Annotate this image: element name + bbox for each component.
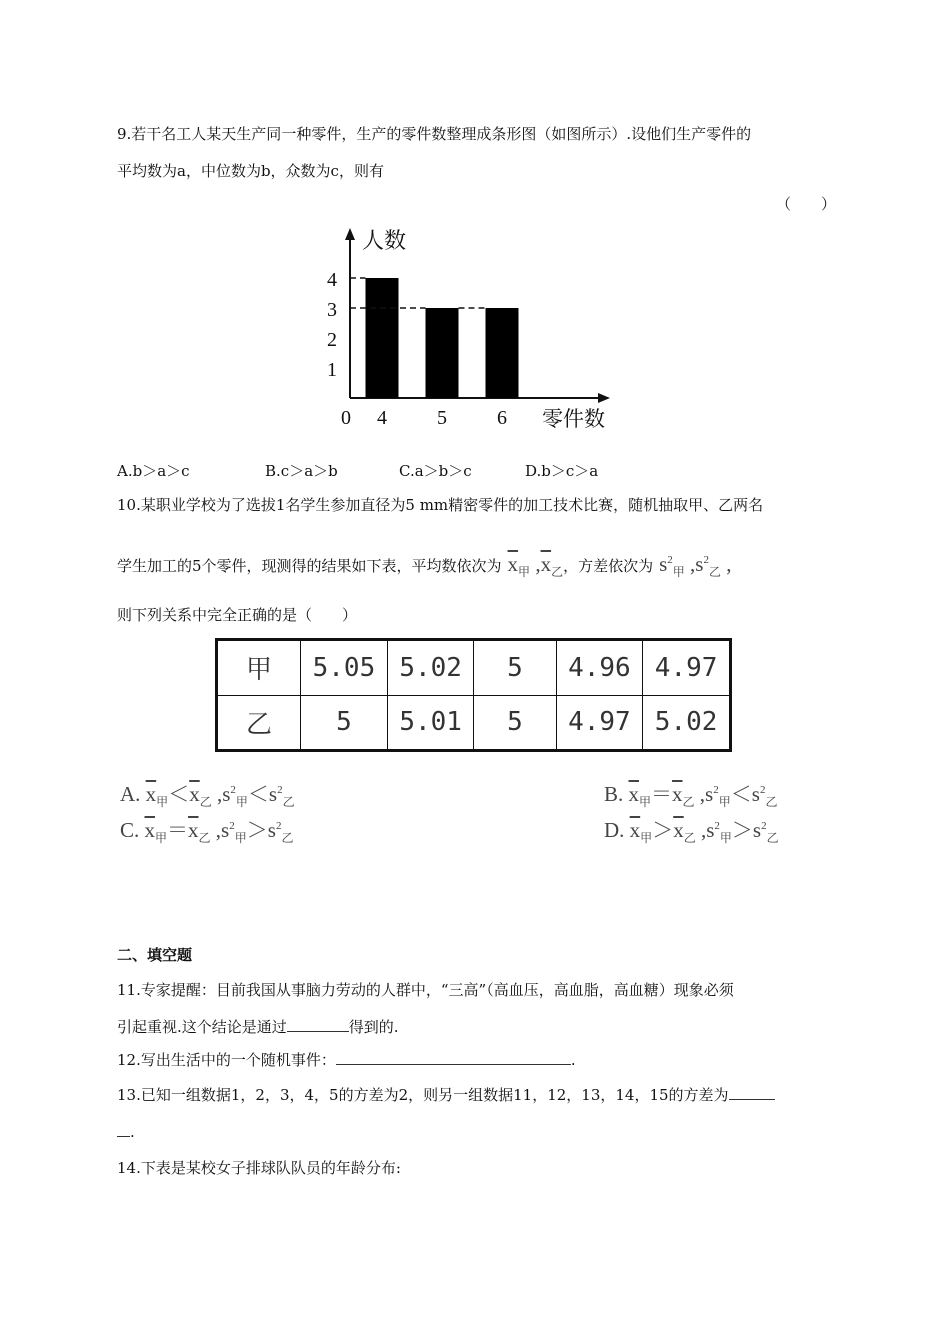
sub-yi: 乙 xyxy=(281,831,294,846)
comma: , xyxy=(210,818,222,842)
x-axis-arrow xyxy=(598,393,610,403)
q13-end: . xyxy=(130,1123,135,1141)
x-axis-title: 零件数 xyxy=(542,407,605,431)
x-tick-label: 4 xyxy=(377,407,387,429)
q10-line1: 10.某职业学校为了选拔1名学生参加直径为5 mm精密零件的加工技术比赛，随机抽取甲、乙两名 xyxy=(117,496,764,514)
y-tick-label: 4 xyxy=(327,269,337,291)
q12-line xyxy=(117,1049,576,1070)
q10-line2 xyxy=(117,552,732,580)
sub-jia: 甲 xyxy=(718,795,731,810)
q14-line: 14.下表是某校女子排球队队员的年龄分布: xyxy=(117,1159,401,1177)
xbar: $\overline{x}$ xyxy=(673,818,684,842)
q10-option-c[interactable] xyxy=(120,814,293,846)
table-cell: 4.96 xyxy=(556,640,643,696)
xbar: $\overline{x}$ xyxy=(144,818,156,842)
table-cell: 4.97 xyxy=(643,640,731,696)
sub-yi: 乙 xyxy=(765,795,778,810)
comma: , xyxy=(721,552,732,576)
q13-blank[interactable] xyxy=(729,1099,775,1100)
q10-option-b[interactable] xyxy=(604,778,777,810)
q10-line3: 则下列关系中完全正确的是（ ） xyxy=(117,606,358,624)
q9-option-d[interactable]: D.b＞c＞a xyxy=(525,462,599,480)
op: ＜ xyxy=(730,782,752,806)
xbar: $\overline{x}$ xyxy=(188,818,199,842)
sup-2: 2 xyxy=(703,554,709,566)
q10-line2-text-a: 学生加工的5个零件，现测得的结果如下表，平均数依次为 xyxy=(117,557,502,575)
section-heading: 二、填空题 xyxy=(117,946,193,964)
sub-yi: 乙 xyxy=(683,831,696,846)
table-cell: 5.05 xyxy=(301,640,388,696)
table-row xyxy=(217,695,731,751)
q13-line xyxy=(117,1084,775,1105)
q9-option-a[interactable]: A.b＞a＞c xyxy=(117,462,190,480)
s-symbol: s xyxy=(695,552,704,576)
origin-label: 0 xyxy=(341,407,351,429)
sup-2: 2 xyxy=(277,784,283,796)
q10-option-d[interactable] xyxy=(604,814,779,846)
sub-jia: 甲 xyxy=(155,831,168,846)
option-label: B. xyxy=(604,782,624,806)
table-cell: 乙 xyxy=(217,695,301,751)
sup-2: 2 xyxy=(759,784,766,796)
q9-line2: 平均数为a，中位数为b，众数为c，则有 xyxy=(117,162,384,180)
q9-option-c[interactable]: C.a＞b＞c xyxy=(399,462,472,480)
s-symbol: s xyxy=(221,818,230,842)
q11-line1: 11.专家提醒：目前我国从事脑力劳动的人群中，“三高”（高血压，高血脂，高血糖）现象必须 xyxy=(117,981,734,999)
q10-data-table xyxy=(215,638,732,752)
xbar: $\overline{x}$ xyxy=(628,782,640,806)
sub-jia: 甲 xyxy=(518,565,531,580)
s-symbol: s xyxy=(705,782,714,806)
sup-2: 2 xyxy=(761,820,767,832)
sub-jia: 甲 xyxy=(156,795,169,810)
q13-blank-cont[interactable] xyxy=(117,1136,130,1137)
sub-jia: 甲 xyxy=(672,565,685,580)
op: ＜ xyxy=(168,782,190,806)
op: ＞ xyxy=(652,818,674,842)
q10-option-a[interactable] xyxy=(120,778,295,810)
table-cell: 5 xyxy=(474,640,556,696)
sup-2: 2 xyxy=(714,820,720,832)
s-symbol: s xyxy=(752,818,762,842)
sub-yi: 乙 xyxy=(199,795,212,810)
table-cell: 5 xyxy=(474,695,556,751)
comma: , xyxy=(684,552,696,576)
table-cell: 5.02 xyxy=(387,640,474,696)
sub-yi: 乙 xyxy=(198,831,211,846)
xbar: $\overline{x}$ xyxy=(189,782,200,806)
op: ＞ xyxy=(731,818,753,842)
y-axis-arrow xyxy=(345,228,355,240)
q13-line2 xyxy=(117,1123,135,1141)
s-symbol: s xyxy=(268,782,278,806)
s-symbol: s xyxy=(267,818,276,842)
s-symbol: s xyxy=(706,818,715,842)
comma: , xyxy=(695,818,707,842)
bar xyxy=(366,278,399,398)
q9-line1: 9.若干名工人某天生产同一种零件，生产的零件数整理成条形图（如图所示）.设他们生产零件的 xyxy=(117,125,752,143)
y-tick-label: 2 xyxy=(327,329,337,351)
table-cell: 4.97 xyxy=(556,695,643,751)
bar-chart xyxy=(320,220,620,435)
xbar: $\overline{x}$ xyxy=(145,782,157,806)
x-tick-label: 6 xyxy=(497,407,507,429)
table-row xyxy=(217,640,731,696)
sup-2: 2 xyxy=(230,784,236,796)
sub-yi: 乙 xyxy=(708,565,721,580)
variance-symbols xyxy=(659,552,732,580)
x-tick-label: 5 xyxy=(437,407,447,429)
sub-yi: 乙 xyxy=(682,795,695,810)
comma: , xyxy=(211,782,223,806)
xbar: $\overline{x}$ xyxy=(507,552,519,576)
op: ＝ xyxy=(651,782,673,806)
q13-text: 13.已知一组数据1，2，3，4，5的方差为2，则另一组数据11，12，13，14，15的方差为 xyxy=(117,1086,729,1104)
y-tick-label: 1 xyxy=(327,359,337,381)
xbar: $\overline{x}$ xyxy=(672,782,683,806)
q11-blank[interactable] xyxy=(287,1031,349,1032)
sub-yi: 乙 xyxy=(282,795,295,810)
q9-option-b[interactable]: B.c＞a＞b xyxy=(265,462,338,480)
sup-2: 2 xyxy=(229,820,235,832)
sup-2: 2 xyxy=(713,784,719,796)
q12-end: . xyxy=(570,1051,576,1069)
sub-yi: 乙 xyxy=(766,831,779,846)
xbar: $\overline{x}$ xyxy=(629,818,641,842)
sub-jia: 甲 xyxy=(640,831,653,846)
q11-text-a: 引起重视.这个结论是通过 xyxy=(117,1018,287,1036)
q12-blank[interactable] xyxy=(336,1064,571,1065)
sub-jia: 甲 xyxy=(235,795,248,810)
sub-jia: 甲 xyxy=(719,831,732,846)
table-cell: 5.01 xyxy=(387,695,474,751)
sub-jia: 甲 xyxy=(234,831,247,846)
q9-answer-paren: （ ） xyxy=(776,195,837,213)
bar xyxy=(426,308,459,398)
comma: , xyxy=(694,782,706,806)
q10-line2-text-b: ，方差依次为 xyxy=(563,557,654,575)
q11-line2 xyxy=(117,1016,399,1037)
op: ＞ xyxy=(246,818,268,842)
q11-text-b: 得到的. xyxy=(348,1018,399,1036)
op: ＝ xyxy=(167,818,189,842)
sup-2: 2 xyxy=(667,554,673,566)
y-axis-title: 人数 xyxy=(362,229,407,254)
op: ＜ xyxy=(247,782,269,806)
q12-text: 12.写出生活中的一个随机事件： xyxy=(117,1051,336,1069)
bar xyxy=(486,308,519,398)
option-label: D. xyxy=(604,818,625,842)
s-symbol: s xyxy=(659,552,668,576)
y-tick-label: 3 xyxy=(327,299,337,321)
sup-2: 2 xyxy=(275,820,282,832)
s-symbol: s xyxy=(222,782,231,806)
table-cell: 甲 xyxy=(217,640,301,696)
option-label: A. xyxy=(120,782,141,806)
xbar: $\overline{x}$ xyxy=(540,552,552,576)
table-cell: 5 xyxy=(301,695,388,751)
sub-yi: 乙 xyxy=(551,565,564,580)
s-symbol: s xyxy=(751,782,760,806)
mean-symbols xyxy=(507,552,564,580)
option-label: C. xyxy=(120,818,140,842)
sub-jia: 甲 xyxy=(639,795,652,810)
table-cell: 5.02 xyxy=(643,695,731,751)
comma: , xyxy=(530,552,541,576)
